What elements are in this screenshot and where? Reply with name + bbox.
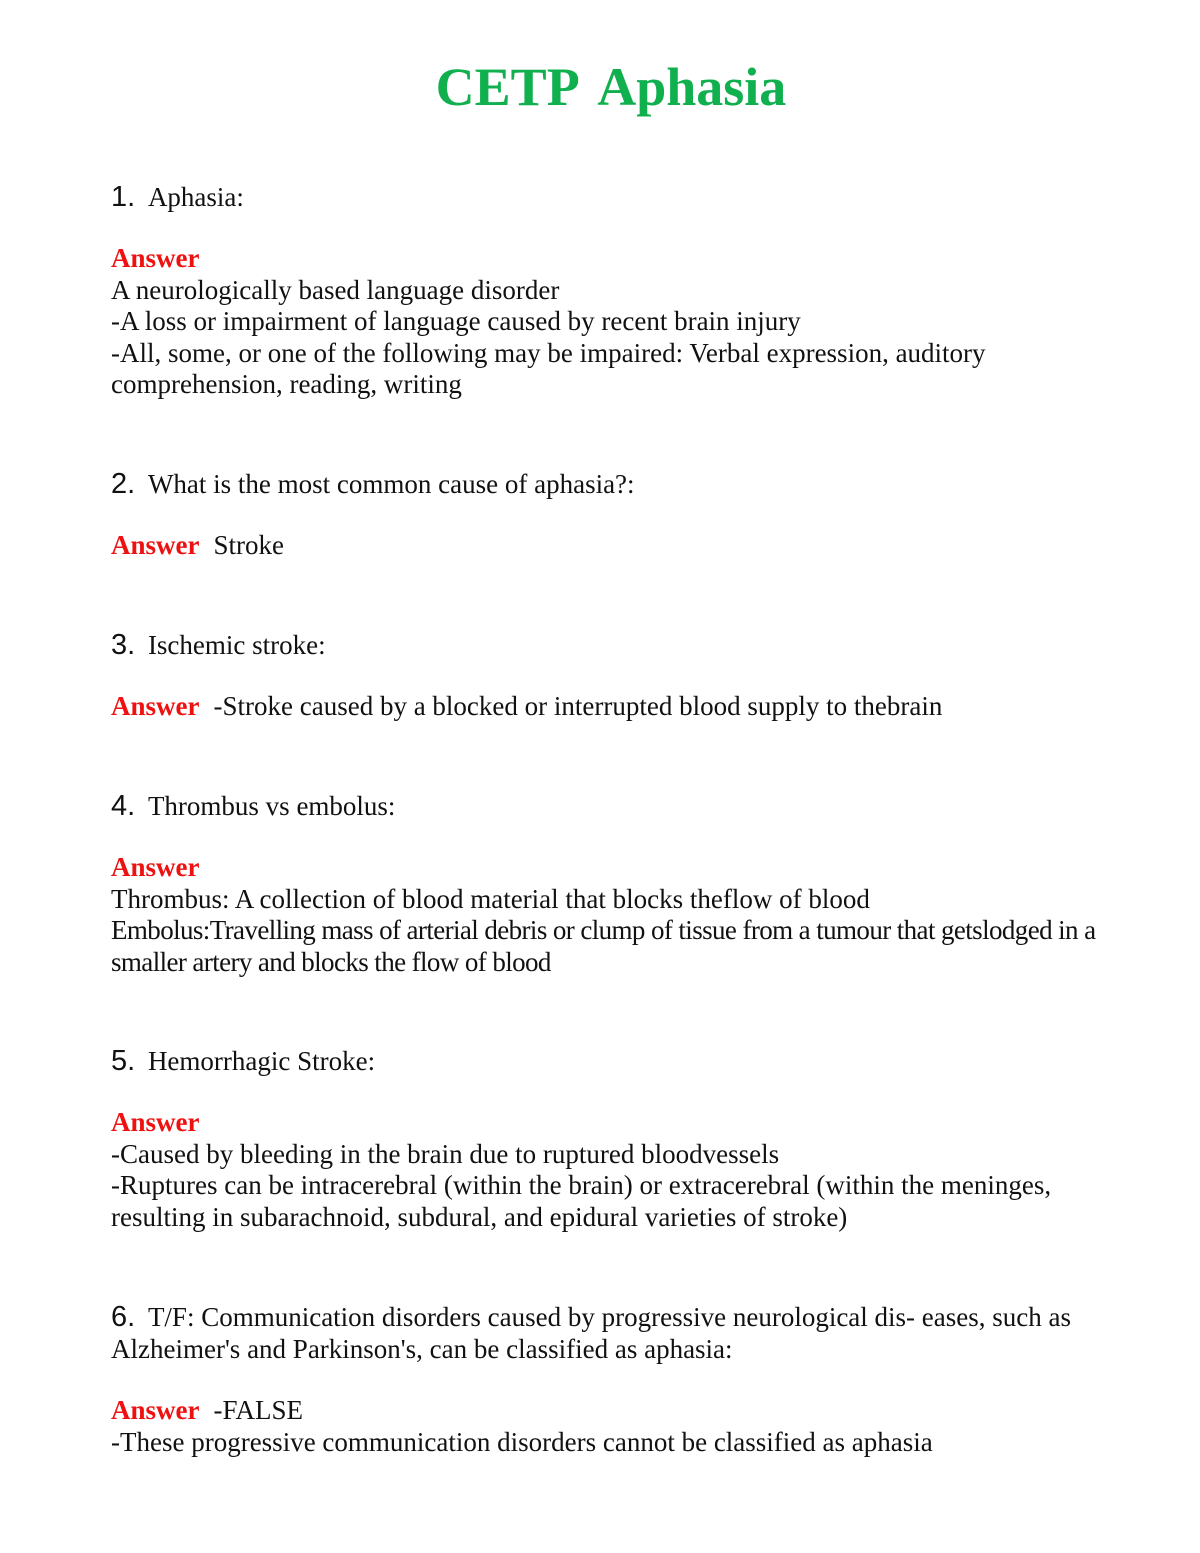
question-number: 5.: [111, 1045, 136, 1077]
answer-label: Answer: [111, 243, 200, 273]
answer-label: Answer: [111, 1395, 200, 1425]
answer-inline-line: [111, 691, 1111, 723]
answer-line: -These progressive communication disorders cannot be classified as aphasia: [111, 1426, 933, 1457]
question-number: 6.: [111, 1301, 136, 1333]
question-block-1: [111, 181, 1111, 401]
answer-block: [111, 1395, 1111, 1458]
answer-line: -A loss or impairment of language caused by recent brain injury: [111, 306, 801, 336]
question-block-5: [111, 1045, 1111, 1233]
answer-label: Answer: [111, 852, 200, 882]
answer-label-line: [111, 243, 1111, 275]
answer-block: [111, 852, 1111, 978]
question-text: T/F: Communication disorders caused by progressive neurological dis- eases, such as Alzheimer's and Parkinson's, can be classified as aphasia:: [111, 1302, 1071, 1364]
question-block-6: [111, 1301, 1111, 1458]
answer-label: Answer: [111, 530, 200, 560]
answer-line: -Ruptures can be intracerebral (within the brain) or extracerebral (within the meninges, resulting in subarachnoid, subdural, and epidural varieties of stroke): [111, 1170, 1052, 1232]
question-number: 3.: [111, 629, 136, 661]
answer-inline-line: [111, 1395, 1111, 1427]
question-block-2: [111, 468, 1111, 562]
answer-label-line: [111, 852, 1111, 884]
question-heading: [111, 1045, 1111, 1077]
page-title: CETP Aphasia: [435, 57, 787, 117]
answer-label-line: [111, 1107, 1111, 1139]
answer-block: [111, 243, 1111, 401]
question-number: 1.: [111, 181, 136, 213]
question-text: Ischemic stroke:: [147, 630, 326, 660]
question-heading: [111, 1301, 1096, 1365]
question-text: Aphasia:: [147, 182, 244, 212]
answer-inline-text: Stroke: [213, 530, 284, 560]
answer-label: Answer: [111, 1107, 200, 1137]
question-heading: [111, 629, 1111, 661]
question-number: 4.: [111, 790, 136, 822]
answer-block: [111, 691, 1111, 723]
answer-inline-line: [111, 530, 1111, 562]
question-text: Hemorrhagic Stroke:: [147, 1046, 376, 1076]
question-heading: [111, 468, 1111, 500]
answer-label: Answer: [111, 691, 200, 721]
question-heading: [111, 790, 1111, 822]
answer-line: A neurologically based language disorder: [111, 274, 560, 305]
question-block-3: [111, 629, 1111, 723]
answer-line: Embolus:Travelling mass of arterial debris or clump of tissue from a tumour that getslodged in a smaller artery and blocks the flow of blood: [111, 915, 1096, 977]
answer-line: Thrombus: A collection of blood material that blocks theflow of blood: [111, 883, 870, 914]
question-text: What is the most common cause of aphasia?:: [147, 469, 635, 499]
question-block-4: [111, 790, 1111, 978]
answer-inline-text: -Stroke caused by a blocked or interrupted blood supply to thebrain: [213, 691, 943, 721]
answer-block: [111, 530, 1111, 562]
question-number: 2.: [111, 468, 136, 500]
question-text: Thrombus vs embolus:: [147, 791, 396, 821]
answer-inline-text: -FALSE: [213, 1395, 304, 1425]
answer-block: [111, 1107, 1111, 1233]
answer-line: -All, some, or one of the following may be impaired: Verbal expression, auditory comprehension, reading, writing: [111, 337, 986, 399]
question-heading: [111, 181, 1111, 213]
answer-line: -Caused by bleeding in the brain due to ruptured bloodvessels: [111, 1138, 780, 1169]
